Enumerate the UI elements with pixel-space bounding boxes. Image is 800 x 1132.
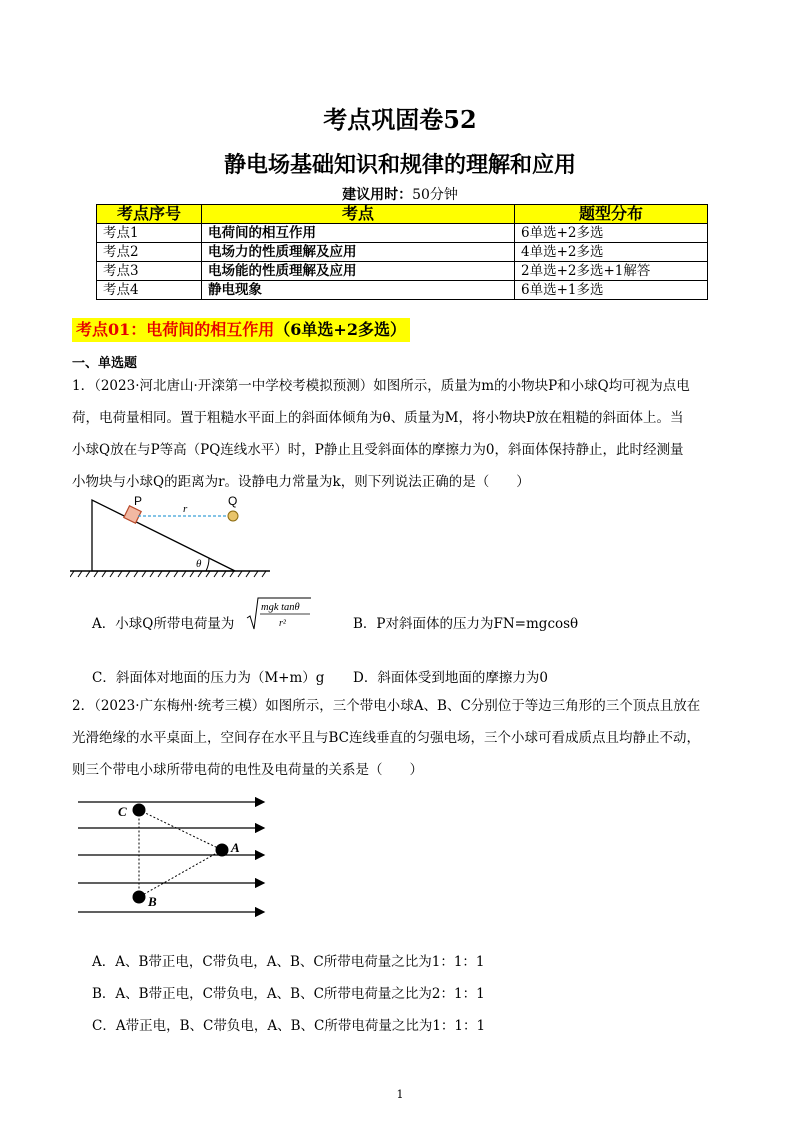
question-line: 小物块与小球Q的距离为r。设静电力常量为k，则下列说法正确的是（ ）: [72, 474, 530, 490]
section-heading: [72, 318, 410, 342]
table-cell: 电场能的性质理解及应用: [202, 262, 515, 281]
table-cell: 6单选+2多选: [515, 224, 708, 243]
question-line: 小球Q放在与P等高（PQ连线水平）时，P静止且受斜面体的摩擦力为0，斜面体保持静止，此时经测量: [72, 442, 684, 458]
page-subtitle: 静电场基础知识和规律的理解和应用: [223, 152, 576, 178]
label-b: B: [148, 894, 157, 909]
q1-option-a: [92, 612, 234, 632]
triangle-outline: [139, 810, 222, 897]
question-line: 2．（2023·广东梅州·统考三模）如图所示，三个带电小球A、B、C分别位于等边三角形的三个顶点且放在: [72, 698, 701, 714]
page-number: 1: [396, 1088, 404, 1101]
ball-b: [133, 891, 146, 904]
table-cell: 静电现象: [202, 281, 515, 300]
question-line: 则三个带电小球所带电荷的电性及电荷量的关系是（ ）: [72, 762, 423, 778]
page-title: 考点巩固卷52: [323, 105, 477, 134]
table-cell: 电荷间的相互作用: [202, 224, 515, 243]
table-cell: 考点2: [97, 243, 202, 262]
ball-a: [216, 844, 229, 857]
table-row: [97, 262, 708, 281]
triangle-field-figure: [74, 794, 270, 920]
table-header-row: [97, 205, 708, 224]
question-1-text: [72, 370, 732, 498]
label-p: P: [134, 494, 143, 508]
table-header: 考点: [202, 205, 515, 224]
incline-figure: [70, 492, 270, 580]
time-label: 建议用时：: [342, 187, 413, 203]
table-cell: 考点1: [97, 224, 202, 243]
subheading-single-choice: 一、单选题: [72, 356, 138, 371]
fraction-numerator: mgk tanθ: [261, 602, 300, 613]
q2-option-b: B．A、B带正电，C带负电，A、B、C所带电荷量之比为2：1：1: [92, 986, 485, 1002]
question-line: 光滑绝缘的水平桌面上，空间存在水平且与BC连线垂直的匀强电场，三个小球可看成质点且均静止不动，: [72, 730, 700, 746]
section-label: 考点01：电荷间的相互作用: [76, 320, 275, 339]
table-row: [97, 243, 708, 262]
angle-arc: [206, 558, 209, 571]
topic-table: [96, 204, 708, 300]
ball-c: [133, 804, 146, 817]
q1-option-b: B．P对斜面体的压力为FN=mgcosθ: [353, 616, 579, 632]
label-r: r: [183, 503, 188, 515]
question-line: 1．（2023·河北唐山·开滦第一中学校考模拟预测）如图所示，质量为m的小物块P和小球Q均可视为点电: [72, 378, 690, 394]
table-row: [97, 224, 708, 243]
block-p: [124, 506, 141, 523]
ball-q: [228, 511, 238, 521]
table-cell: 4单选+2多选: [515, 243, 708, 262]
q2-option-a: A．A、B带正电，C带负电，A、B、C所带电荷量之比为1：1：1: [92, 954, 485, 970]
section-count: （6单选+2多选）: [274, 320, 406, 339]
label-theta: θ: [196, 558, 202, 570]
incline-body: [92, 500, 235, 571]
fraction-denominator: r²: [279, 618, 286, 629]
table-header: 题型分布: [515, 205, 708, 224]
q1-option-c: C．斜面体对地面的压力为（M+m）g: [92, 670, 325, 686]
ground-hatching: [70, 571, 266, 577]
question-line: 荷，电荷量相同。置于粗糙水平面上的斜面体倾角为θ、质量为M，将小物块P放在粗糙的斜面体上。当: [72, 410, 684, 426]
table-cell: 6单选+1多选: [515, 281, 708, 300]
table-cell: 考点3: [97, 262, 202, 281]
label-c: C: [118, 804, 127, 819]
q1-option-d: D．斜面体受到地面的摩擦力为0: [353, 670, 548, 686]
field-lines: [78, 802, 264, 912]
label-a: A: [231, 840, 240, 855]
table-cell: 2单选+2多选+1解答: [515, 262, 708, 281]
q2-option-c: C．A带正电，B、C带负电，A、B、C所带电荷量之比为1：1：1: [92, 1018, 486, 1034]
time-value: 50分钟: [412, 187, 458, 203]
table-header: 考点序号: [97, 205, 202, 224]
option-a-text: A．小球Q所带电荷量为: [92, 616, 235, 632]
sqrt-fraction: [245, 596, 313, 632]
table-cell: 考点4: [97, 281, 202, 300]
question-2-text: [72, 690, 732, 786]
suggested-time: [0, 184, 800, 204]
table-cell: 电场力的性质理解及应用: [202, 243, 515, 262]
table-row: [97, 281, 708, 300]
label-q: Q: [228, 494, 238, 508]
